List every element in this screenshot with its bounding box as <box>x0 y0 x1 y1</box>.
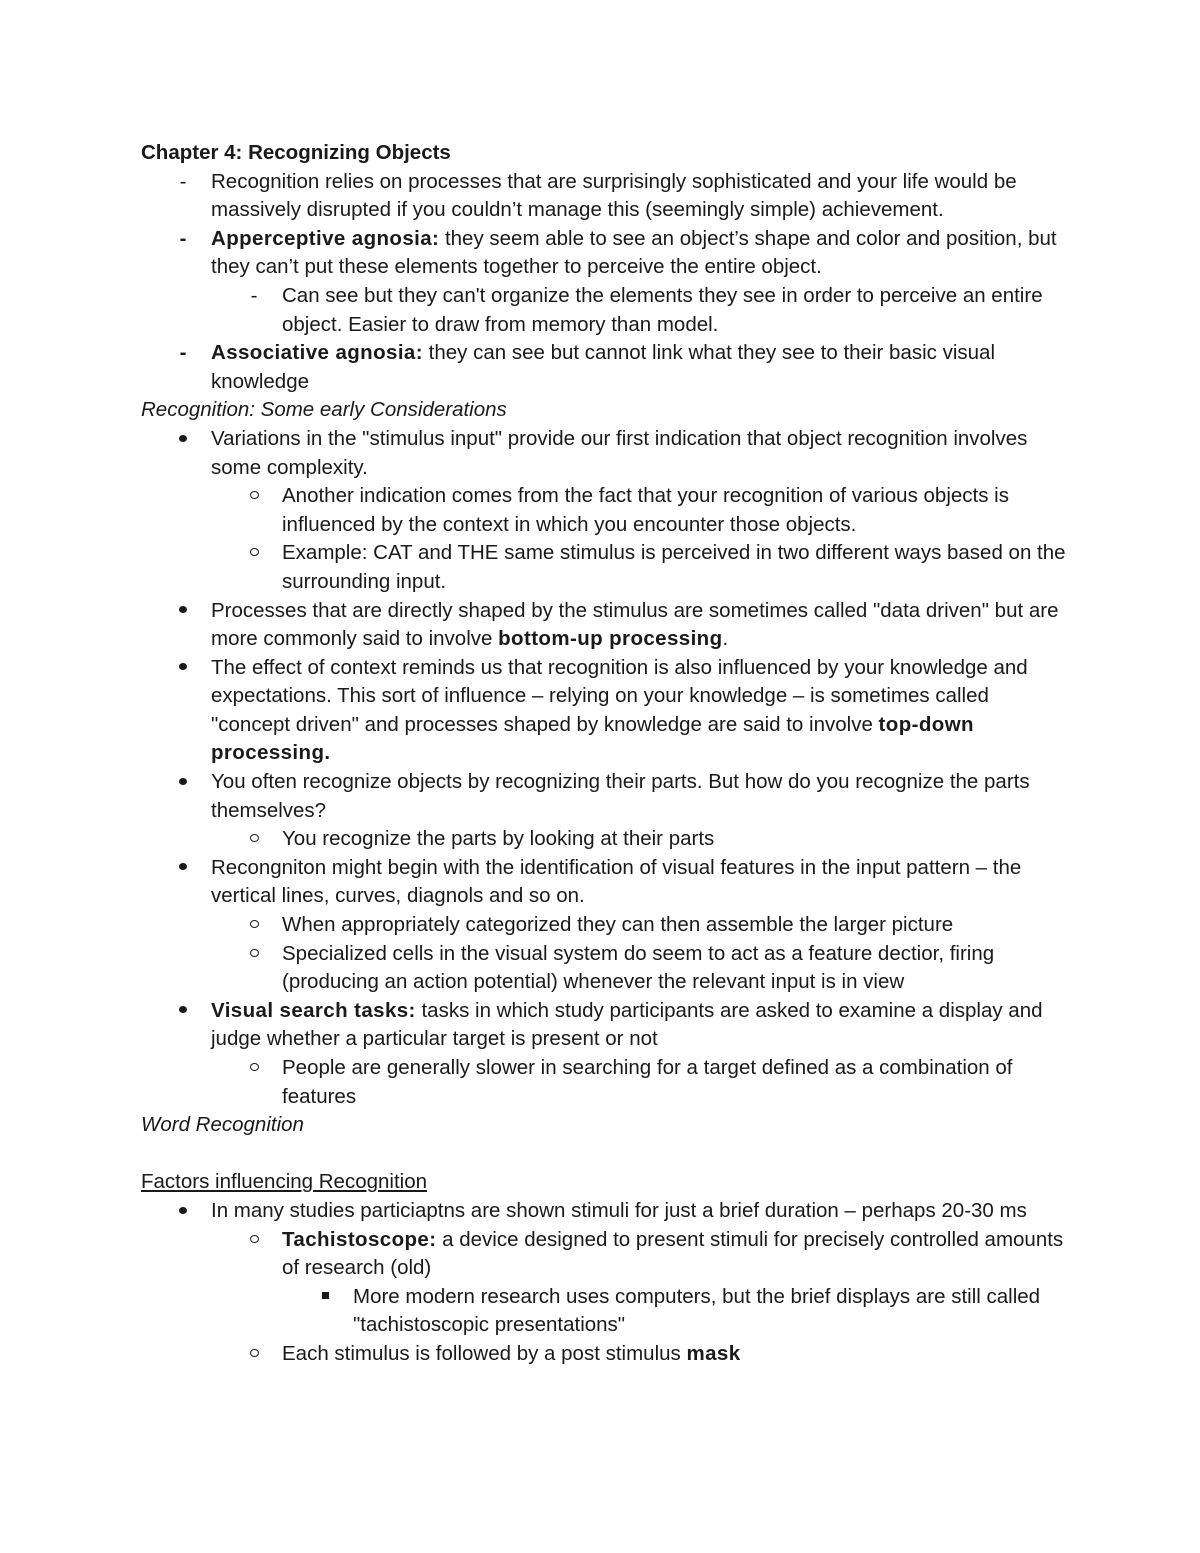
item-text: they seem able to see an object’s shape and color and position, but they can’t put these elements together to perceive the entire object. <box>211 226 1057 279</box>
list-item <box>141 482 1071 539</box>
bullet-ring-icon <box>244 1226 264 1255</box>
item-text: tasks in which study participants are asked to examine a display and judge whether a particular target is present or not <box>211 998 1043 1051</box>
list-item <box>141 597 1071 654</box>
item-text: People are generally slower in searching for a target defined as a combination of features <box>282 1056 1013 1108</box>
list-item <box>141 1054 1071 1111</box>
blank-line <box>141 1140 1071 1169</box>
item-text: Can see but they can't organize the elements they see in order to perceive an entire object. Easier to draw from memory than model. <box>282 283 1043 336</box>
item-text: You often recognize objects by recognizing their parts. But how do you recognize the parts themselves? <box>211 770 1030 822</box>
item-text: . <box>722 627 729 651</box>
item-text: Example: CAT and THE same stimulus is perceived in two different ways based on the surrounding input. <box>282 541 1066 593</box>
bullet-dot-icon <box>173 1197 193 1226</box>
item-text: Recognition relies on processes that are surprisingly sophisticated and your life would be massively disrupted if you couldn’t manage this (seemingly simple) achievement. <box>211 169 1017 222</box>
bullet-dot-icon <box>173 854 193 883</box>
list-item <box>141 1283 1071 1340</box>
list-item <box>141 654 1071 768</box>
bullet-dot-icon <box>173 597 193 626</box>
bullet-dot-icon <box>173 654 193 683</box>
bullet-ring-icon <box>244 940 264 969</box>
term-associative-agnosia: Associative agnosia: <box>211 341 423 365</box>
list-item <box>141 539 1071 596</box>
bullet-ring-icon <box>244 1340 264 1369</box>
document-page <box>141 139 1071 1369</box>
item-text: In many studies particiaptns are shown stimuli for just a brief duration – perhaps 20-30 ms <box>211 1198 1027 1222</box>
section-heading-factors: Factors influencing Recognition <box>141 1170 428 1194</box>
list-item <box>141 1226 1071 1283</box>
bullet-ring-icon <box>244 825 264 854</box>
bullet-dot-icon <box>173 997 193 1026</box>
item-text: You recognize the parts by looking at their parts <box>282 827 715 851</box>
list-item <box>141 940 1071 997</box>
item-text: More modern research uses computers, but the brief displays are still called "tachistoscopic presentations" <box>353 1284 1041 1337</box>
term-apperceptive-agnosia: Apperceptive agnosia: <box>211 226 440 250</box>
list-item <box>141 825 1071 854</box>
bullet-ring-icon <box>244 1054 264 1083</box>
list-item <box>141 1197 1071 1226</box>
list-item <box>141 854 1071 911</box>
list-item <box>141 425 1071 482</box>
list-item <box>141 168 1071 225</box>
bullet-dot-icon <box>173 768 193 797</box>
list-item <box>141 768 1071 825</box>
item-text: they can see but cannot link what they see to their basic visual knowledge <box>211 341 996 393</box>
item-text: Variations in the "stimulus input" provide our first indication that object recognition involves some complexity. <box>211 426 1028 479</box>
dash-marker: - <box>179 226 187 250</box>
item-text: Recongniton might begin with the identification of visual features in the input pattern – the vertical lines, curves, diagnols and so on. <box>211 855 1022 908</box>
term-top-down-processing: top-down processing. <box>211 712 974 765</box>
bullet-ring-icon <box>244 539 264 568</box>
section-heading-early-considerations: Recognition: Some early Considerations <box>141 398 507 422</box>
list-item <box>141 282 1071 339</box>
list-item <box>141 339 1071 396</box>
term-tachistoscope: Tachistoscope: <box>282 1227 437 1251</box>
list-item <box>141 225 1071 282</box>
bullet-dot-icon <box>173 425 193 454</box>
item-text: a device designed to present stimuli for precisely controlled amounts of research (old) <box>282 1227 1064 1280</box>
list-item <box>141 1340 1071 1369</box>
term-mask: mask <box>686 1341 741 1365</box>
item-text: Another indication comes from the fact that your recognition of various objects is influenced by the context in which you encounter those objects. <box>282 484 1009 536</box>
list-item <box>141 911 1071 940</box>
term-bottom-up-processing: bottom-up processing <box>498 627 723 651</box>
item-text: The effect of context reminds us that recognition is also influenced by your knowledge and expectations. This sort of influence – relying on your knowledge – is sometimes called "concept driven" and processes shaped by knowledge are said to involve <box>211 655 1028 736</box>
list-item <box>141 997 1071 1054</box>
section-heading-word-recognition: Word Recognition <box>141 1113 304 1137</box>
term-visual-search-tasks: Visual search tasks: <box>211 998 416 1022</box>
item-text: Specialized cells in the visual system do seem to act as a feature dectior, firing (producing an action potential) whenever the relevant input is in view <box>282 941 995 994</box>
item-text: When appropriately categorized they can then assemble the larger picture <box>282 913 954 937</box>
dash-marker: - <box>179 341 187 365</box>
bullet-ring-icon <box>244 482 264 511</box>
bullet-ring-icon <box>244 911 264 940</box>
dash-marker: - <box>179 169 187 193</box>
dash-marker: - <box>250 283 258 307</box>
chapter-title: Chapter 4: Recognizing Objects <box>141 141 451 164</box>
item-text: Processes that are directly shaped by the stimulus are sometimes called "data driven" but are more commonly said to involve <box>211 598 1059 651</box>
bullet-square-icon <box>315 1283 335 1312</box>
item-text: Each stimulus is followed by a post stimulus <box>282 1341 687 1365</box>
